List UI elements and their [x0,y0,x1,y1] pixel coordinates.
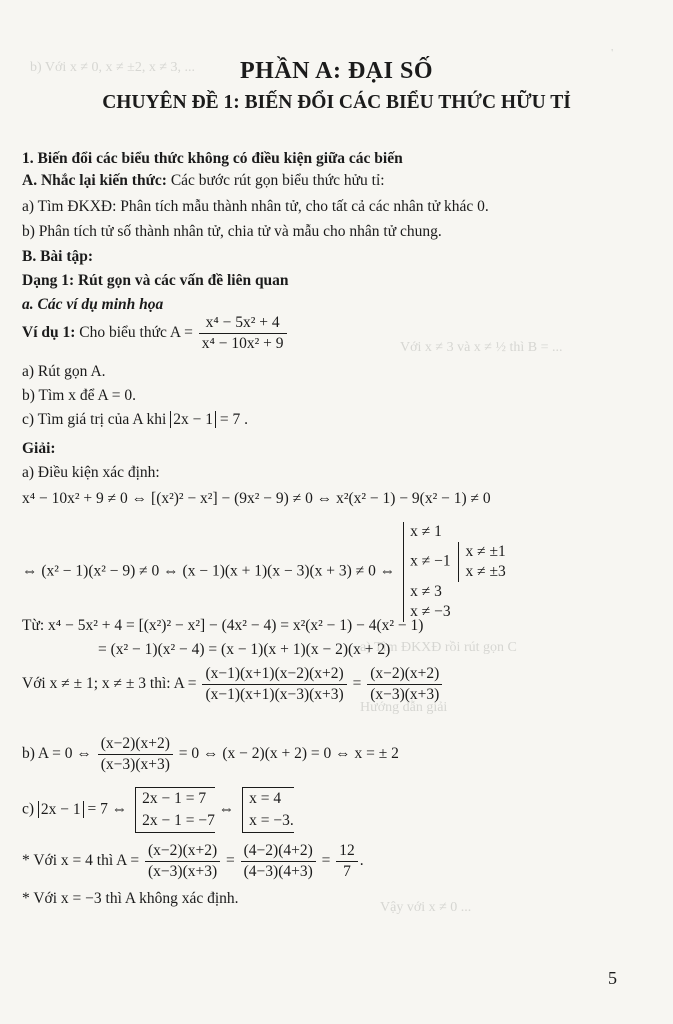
example-label: Ví dụ 1: [22,324,76,342]
fraction-numerator: (x−1)(x+1)(x−2)(x+2) [202,665,346,685]
system-row: x ≠ 3 [410,583,442,600]
system-row: x ≠ −3 [410,603,451,620]
exercises-heading: B. Bài tập: [22,248,94,265]
example-1 [22,314,289,353]
section-heading: 1. Biến đổi các biểu thức không có điều kiện giữa các biến [22,150,403,167]
fraction-reduced [367,665,442,704]
system-row: x ≠ ±1 [465,543,506,560]
fraction-full [202,665,346,704]
fraction-denominator: (4−3)(4+3) [243,863,313,880]
numerator-line-1: Từ: x⁴ − 5x² + 4 = [(x²)² − x²] − (4x² − 4) = x²(x² − 1) − 4(x² − 1) [22,617,424,634]
fraction-denominator: x⁴ − 10x² + 9 [201,335,284,352]
recall-paragraph [22,172,385,190]
solution-a: a) Điều kiện xác định: [22,464,160,481]
fraction-numerator: (x−2)(x+2) [98,735,173,755]
bracket-row: 2x − 1 = 7 [142,790,207,807]
condition-line-1: x⁴ − 10x² + 9 ≠ 0 ⇔ [(x²)² − x²] − (9x² − 9) ≠ 0 ⇔ x²(x² − 1) − 9(x² − 1) ≠ 0 [22,490,491,507]
value-at-4-text: * Với x = 4 thì A = [22,852,140,870]
solution-b-right: = 0 ⇔ (x − 2)(x + 2) = 0 ⇔ x = ± 2 [178,745,399,763]
recall-heading: A. Nhắc lại kiến thức: [22,172,167,189]
system-row: x ≠ ±3 [465,563,506,580]
fraction-reduced [98,735,173,774]
bracket-row: 2x − 1 = −7 [142,812,215,829]
step-a: a) Tìm ĐKXĐ: Phân tích mẫu thành nhân tử, cho tất cả các nhân tử khác 0. [22,198,489,215]
fraction-denominator: (x−3)(x+3) [370,686,440,703]
fraction-denominator: 7 [343,863,351,880]
value-at-minus-3: * Với x = −3 thì A không xác định. [22,890,239,907]
condition-system [403,522,506,622]
question-c-text: c) Tìm giá trị của A khi [22,411,171,428]
bracket-row: x = 4 [249,790,282,807]
fraction-numerator: (x−2)(x+2) [367,665,442,685]
solution-c: c) 2x − 1 = 7 ⇔ 2x − 1 = 7 2x − 1 = −7 ⇔ x = 4 x = −3. [22,787,294,833]
solution-c-mid: = 7 ⇔ [87,800,128,818]
chapter-title: CHUYÊN ĐỀ 1: BIẾN ĐỔI CÁC BIỂU THỨC HỮU TỈ [102,92,571,113]
simplified-A: Với x ≠ ± 1; x ≠ ± 3 thì: A = $\frac{(x-1)(x+1)(x-2)(x+2)}{(x-1)(x+1)(x-3)(x+3)}$ = $\frac{(x-2)(x+2)}{(x-3)(x+3)}$ [22,665,444,704]
bleed-through-text: Vậy với x ≠ 0 ... [380,900,472,915]
bracket-row: x = −3. [249,812,294,829]
solution-c-bracket [135,787,215,833]
condition-system-short [458,542,505,582]
question-a: a) Rút gọn A. [22,363,106,380]
solution-heading: Giải: [22,440,56,457]
page-number: 5 [608,968,617,988]
absolute-value: 2x − 1 [38,801,84,818]
bleed-through-text: Với x ≠ 3 và x ≠ ½ thì B = ... [400,340,563,355]
solution-c-result [242,787,294,833]
absolute-value: 2x − 1 [170,411,216,428]
bleed-through-text: b) Với x ≠ 0, x ≠ ±2, x ≠ 3, ... [30,60,196,75]
step-b: b) Phân tích tử số thành nhân tử, chia tử và mẫu cho nhân tử chung. [22,223,442,240]
solution-b-left: b) A = 0 ⇔ [22,745,92,763]
fraction-numerator: (4−2)(4+2) [241,842,316,862]
system-row: x ≠ −1 x ≠ ±1 x ≠ ±3 [410,543,506,580]
condition-text: ⇔ (x² − 1)(x² − 9) ≠ 0 ⇔ (x − 1)(x + 1)(x − 3)(x + 3) ≠ 0 ⇔ [22,562,396,580]
question-c-tail: = 7 . [215,411,248,428]
fraction-numerator: 12 [336,842,358,862]
fraction-numerator: x⁴ − 5x² + 4 [199,314,287,334]
bleed-through-text: Hướng dẫn giải [360,700,448,715]
fraction-denominator: (x−3)(x+3) [100,756,170,773]
question-c [22,411,248,429]
question-b: b) Tìm x để A = 0. [22,387,136,404]
fraction-result [336,842,358,881]
solution-b [22,735,399,774]
value-at-4: * Với x = 4 thì A = $\frac{(x-2)(x+2)}{(x-3)(x+3)}$ = $\frac{(4-2)(4+2)}{(4-3)(4+3)}$ = $\frac{12}{7}$ . [22,842,364,880]
fraction-denominator: (x−3)(x+3) [148,863,218,880]
recall-text: Các bước rút gọn biểu thức hửu tỉ: [166,172,385,189]
numerator-line-2: = (x² − 1)(x² − 4) = (x − 1)(x + 1)(x − 2)(x + 2) [98,641,391,658]
fraction-substituted [241,842,316,881]
system-row: x ≠ 1 [410,523,442,540]
solution-c-label: c) [22,800,35,818]
bleed-through-text: a) Tìm ĐKXĐ rồi rút gọn C [360,640,517,655]
fraction-denominator: (x−1)(x+1)(x−3)(x+3) [205,686,344,703]
fraction-reduced [145,842,220,881]
page-title: PHẦN A: ĐẠI SỐ [239,58,433,84]
condition-prefix: Với x ≠ ± 1; x ≠ ± 3 thì: A = [22,675,197,693]
form-heading: Dạng 1: Rút gọn và các vấn đề liên quan [22,272,289,289]
fraction-A [199,314,287,353]
condition-line-2 [22,522,506,622]
examples-heading: a. Các ví dụ minh họa [22,296,164,313]
example-text: Cho biểu thức A = [75,324,193,342]
fraction-numerator: (x−2)(x+2) [145,842,220,862]
corner-mark: ' [611,48,613,59]
